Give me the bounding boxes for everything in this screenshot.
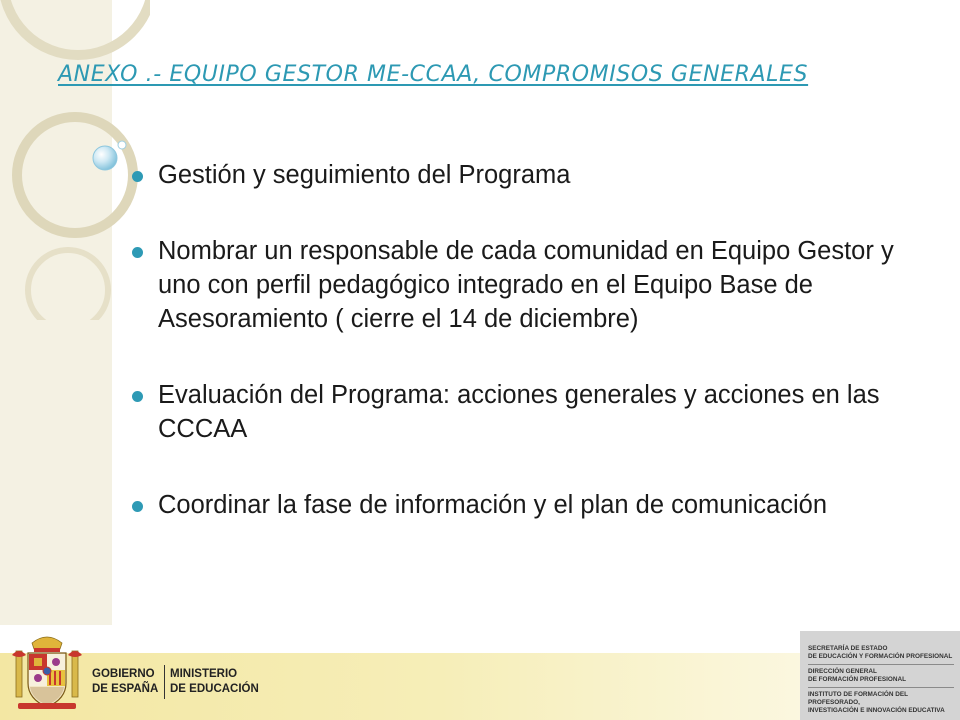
bubble-small [118, 141, 126, 149]
bullet-text: Evaluación del Programa: acciones generales y acciones en las CCCAA [158, 381, 880, 443]
bullet-item-coordinar [130, 488, 920, 522]
footer-divider [164, 665, 165, 699]
bullet-item-evaluacion [130, 378, 920, 446]
secretaria-label: SECRETARÍA DE ESTADO DE EDUCACIÓN Y FORMACIÓN PROFESIONAL [808, 645, 953, 660]
direccion-label: DIRECCIÓN GENERAL DE FORMACIÓN PROFESIONAL [808, 668, 906, 683]
institution-rule [808, 687, 954, 688]
bullet-text: Gestión y seguimiento del Programa [158, 161, 571, 189]
institution-box [800, 631, 960, 720]
slide-title: ANEXO .- EQUIPO GESTOR ME-CCAA, COMPROMISOS GENERALES [58, 62, 809, 87]
bullet-text: Nombrar un responsable de cada comunidad en Equipo Gestor y uno con perfil pedagógico integrado en el Equipo Base de Asesoramiento ( cierre el 14 de diciembre) [158, 237, 894, 333]
institution-rule [808, 664, 954, 665]
bullet-dot-icon [132, 247, 143, 258]
gobierno-label: GOBIERNO DE ESPAÑA [92, 668, 159, 695]
bullet-dot-icon [132, 171, 143, 182]
bubble-large [93, 146, 117, 170]
ministerio-label: MINISTERIO DE EDUCACIÓN [170, 668, 259, 695]
coat-of-arms-icon [8, 629, 86, 717]
bullet-dot-icon [132, 501, 143, 512]
bullet-list [130, 158, 920, 522]
footer [0, 625, 960, 720]
bullet-dot-icon [132, 391, 143, 402]
bullet-item-gestion [130, 158, 920, 192]
instituto-label: INSTITUTO DE FORMACIÓN DEL PROFESORADO, INVESTIGACIÓN E INNOVACIÓN EDUCATIVA [808, 691, 945, 714]
decor-ring-bottom [28, 250, 108, 320]
bullet-item-nombrar [130, 234, 920, 336]
decor-ring-top [3, 0, 150, 55]
bullet-text: Coordinar la fase de información y el plan de comunicación [158, 491, 828, 519]
decor-ring-middle [17, 117, 133, 233]
decorative-rings [0, 0, 150, 320]
